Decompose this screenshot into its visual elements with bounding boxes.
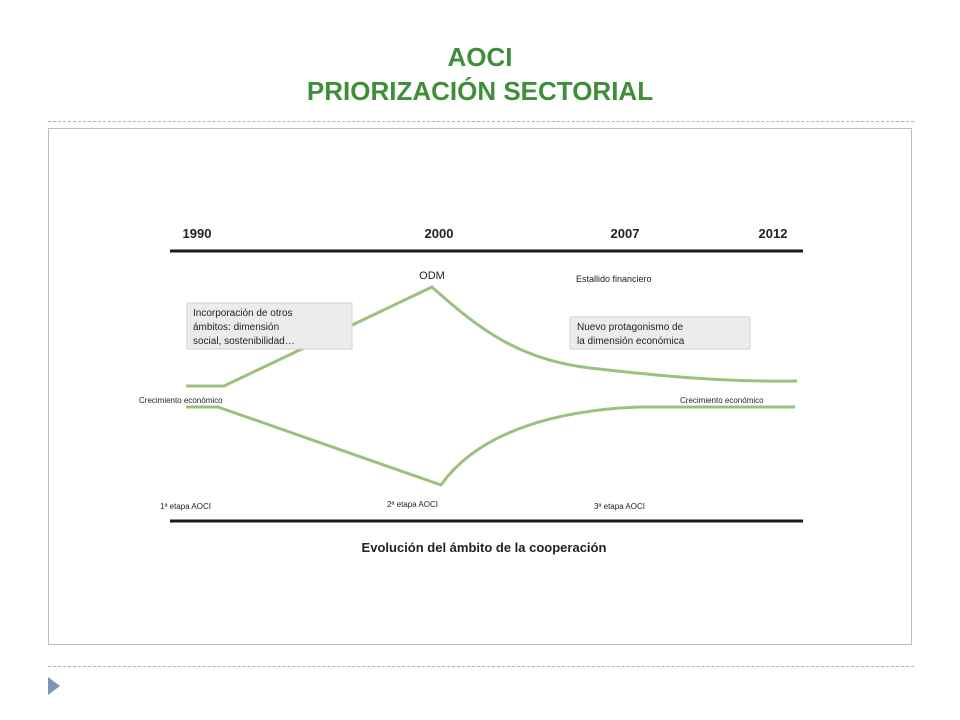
annotation-right-line: Nuevo protagonismo de	[577, 322, 684, 333]
event-crisis-label: Estallido financiero	[576, 274, 652, 284]
annotation-right-line: la dimensión económica	[577, 336, 685, 347]
stage-label: 2ª etapa AOCI	[387, 500, 438, 509]
stage-label: 3ª etapa AOCI	[594, 502, 645, 511]
bullet-arrow-icon	[48, 677, 60, 695]
year-label: 2000	[424, 226, 454, 241]
annotation-left-line: Incorporación de otros	[193, 308, 293, 319]
lower-scope-curve	[186, 407, 795, 485]
growth-label-right: Crecimiento económico	[680, 396, 764, 405]
growth-label-left: Crecimiento económico	[139, 396, 223, 405]
year-label: 2012	[758, 226, 788, 241]
event-odm-label: ODM	[419, 270, 445, 282]
slide-title-line-1: AOCI	[447, 42, 513, 72]
stage-label: 1ª etapa AOCI	[160, 502, 211, 511]
year-label: 2007	[610, 226, 640, 241]
slide-title-line-2: PRIORIZACIÓN SECTORIAL	[306, 76, 654, 106]
annotation-left-line: social, sostenibilidad…	[193, 336, 295, 347]
year-label: 1990	[182, 226, 212, 241]
annotation-left-line: ámbitos: dimensión	[193, 322, 280, 333]
bottom-divider	[48, 666, 914, 667]
diagram-caption: Evolución del ámbito de la cooperación	[361, 540, 607, 555]
